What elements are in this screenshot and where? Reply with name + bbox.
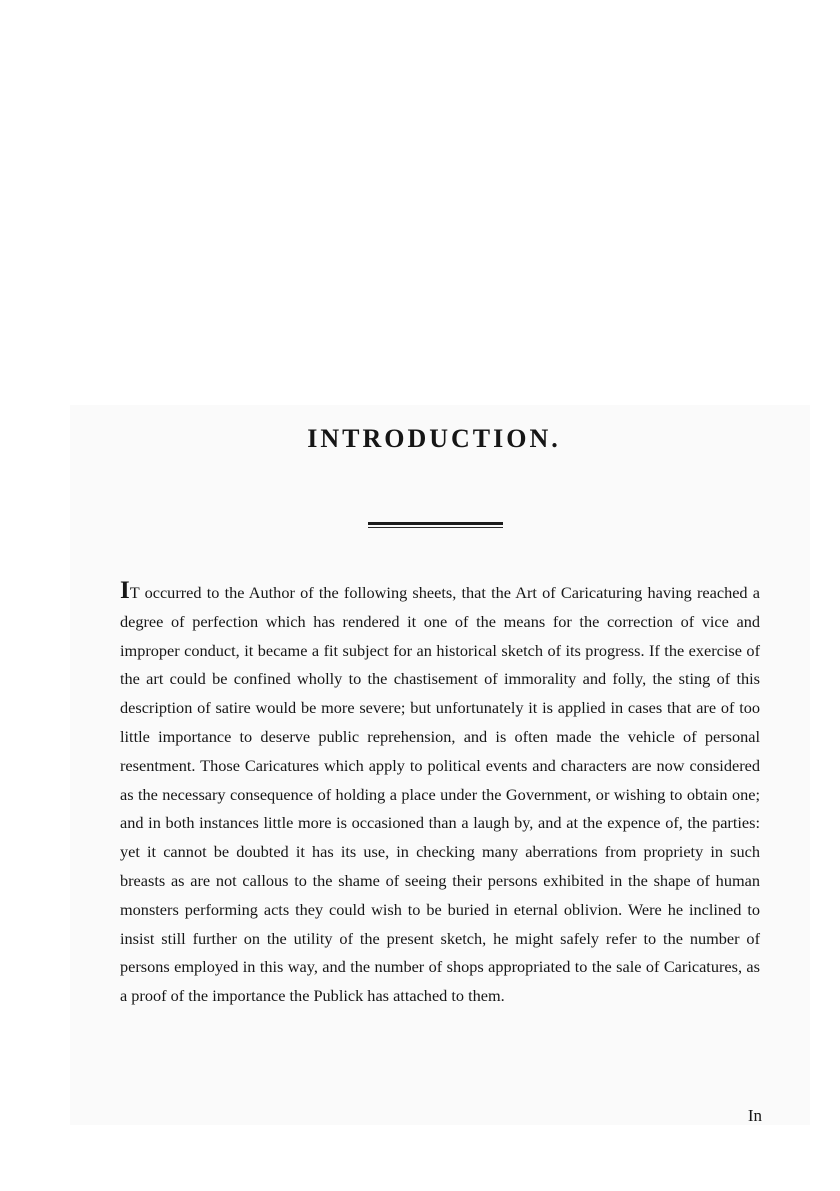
ornament-thin-rule (368, 527, 503, 528)
page-title: INTRODUCTION. (307, 424, 561, 453)
title-ornament-rule (368, 522, 503, 530)
ornament-thick-rule (368, 522, 503, 525)
paragraph-text: occurred to the Author of the following sheets, that the Art of Caricaturing having reached a degree of perfection which has rendered it one of the means for the correction of vice and improper conduct, it became a fit subject for an historical sketch of its progress. If the exercise of the art could be confined wholly to the chastisement of immorality and folly, the sting of this description of satire would be more severe; but unfortunately it is applied in cases that are of too little importance to deserve public reprehension, and is often made the vehicle of personal resentment. Those Caricatures which apply to political events and characters are now considered as the necessary consequence of holding a place under the Government, or wishing to obtain one; and in both instances little more is occasioned than a laugh by, and at the expence of, the parties: yet it cannot be doubted it has its use, in checking many aberrations from propriety in such breasts as are not callous to the shame of seeing their persons exhibited in the shape of human monsters performing acts they could wish to be buried in eternal oblivion. Were he inclined to insist still further on the utility of the present sketch, he might safely refer to the number of persons employed in this way, and the number of shops appropriated to the sale of Caricatures, as a proof of the importance the Publick has attached to them. (120, 583, 760, 1006)
drop-cap: I (120, 577, 130, 604)
first-word-remainder: T (129, 583, 140, 602)
introduction-paragraph (120, 579, 760, 1011)
catch-word: In (747, 1106, 762, 1125)
